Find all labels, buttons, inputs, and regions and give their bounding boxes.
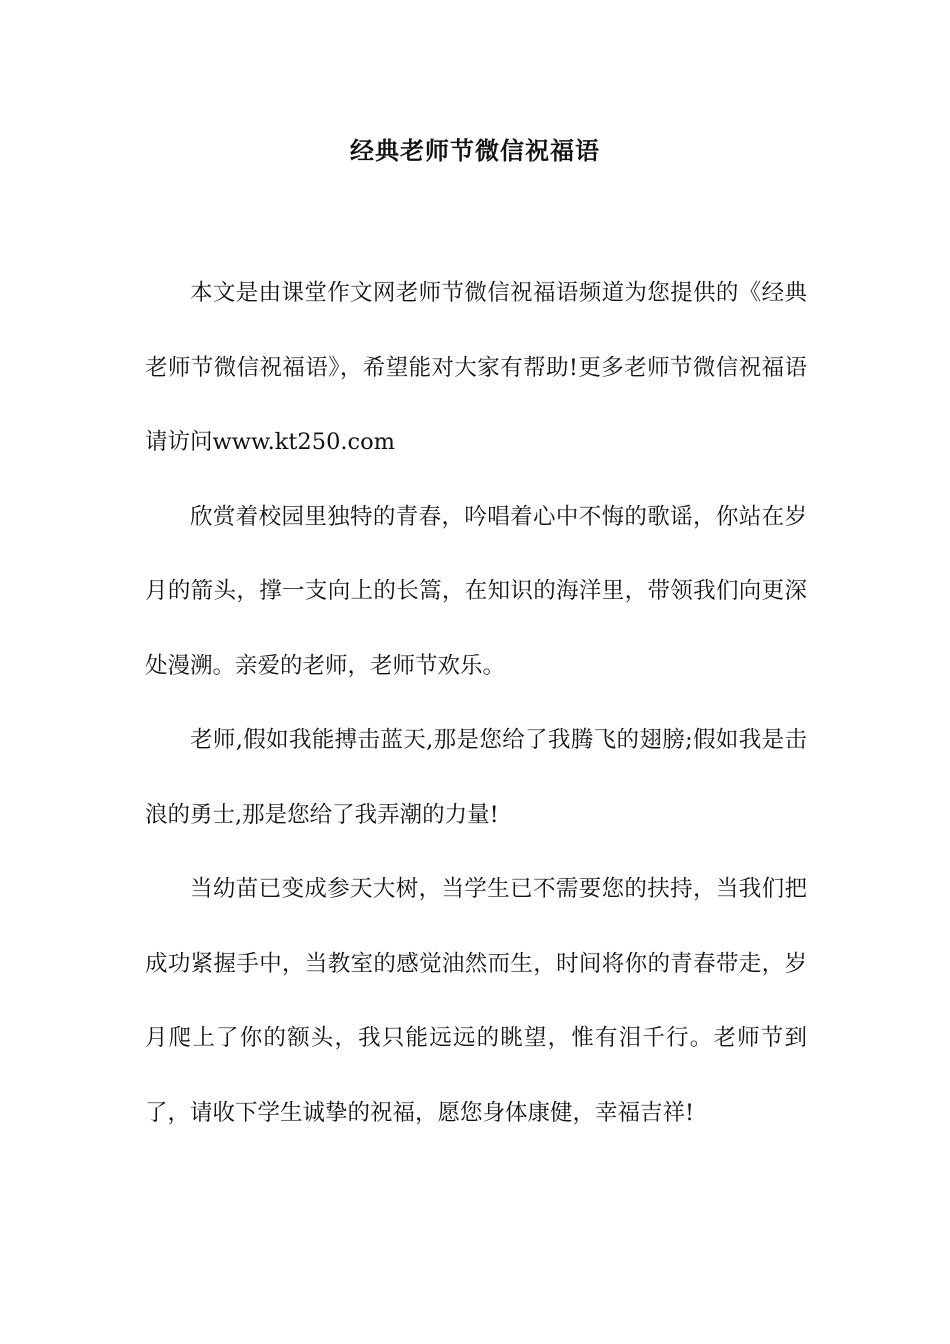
paragraph-blessing-2: 老师,假如我能搏击蓝天,那是您给了我腾飞的翅膀;假如我是击浪的勇士,那是您给了我弄潮的力量! [145, 727, 807, 828]
paragraph-intro: 本文是由课堂作文网老师节微信祝福语频道为您提供的《经典老师节微信祝福语》，希望能对大家有帮助!更多老师节微信祝福语请访问www.kt250.com [145, 280, 807, 455]
paragraph-blessing-3: 当幼苗已变成参天大树，当学生已不需要您的扶持，当我们把成功紧握手中，当教室的感觉油然而生，时间将你的青春带走，岁月爬上了你的额头，我只能远远的眺望，惟有泪千行。老师节到了，请收下学生诚挚的祝福，愿您身体康健，幸福吉祥! [145, 876, 807, 1126]
document-body [145, 256, 807, 1150]
paragraph-blessing-1: 欣赏着校园里独特的青春，吟唱着心中不悔的歌谣，你站在岁月的箭头，撑一支向上的长篙，在知识的海洋里，带领我们向更深处漫溯。亲爱的老师，老师节欢乐。 [145, 503, 807, 679]
document-title: 经典老师节微信祝福语 [350, 137, 600, 165]
